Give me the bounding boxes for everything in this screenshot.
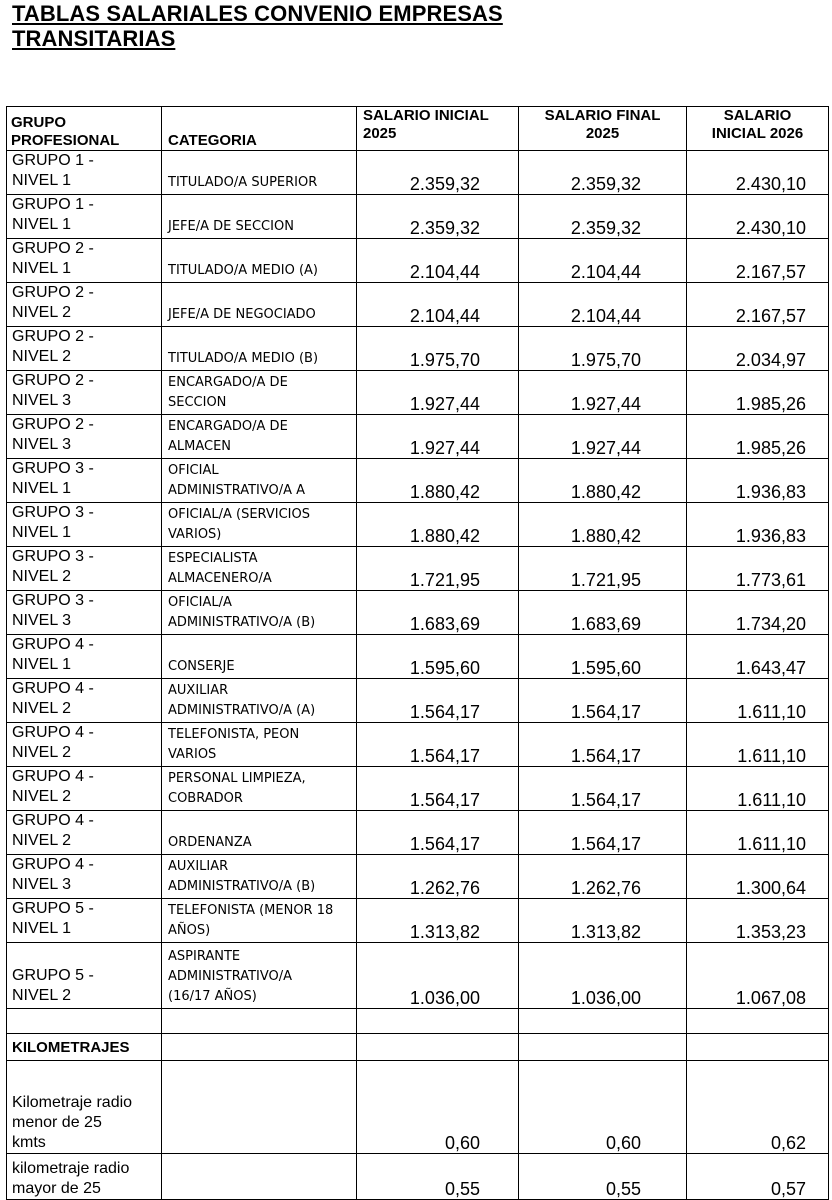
table-row <box>7 591 829 635</box>
categoria-cell: ASPIRANTE ADMINISTRATIVO/A (16/17 AÑOS) <box>162 943 357 1009</box>
title-line-2: TRANSITARIAS <box>12 26 176 51</box>
km-salario-inicial-2025: 0,55 <box>357 1154 519 1200</box>
categoria-cell: JEFE/A DE NEGOCIADO <box>162 283 357 327</box>
salario-final-2025-cell: 1.564,17 <box>519 679 687 723</box>
grupo-cell: GRUPO 3 - NIVEL 3 <box>7 591 162 635</box>
categoria-cell: AUXILIAR ADMINISTRATIVO/A (A) <box>162 679 357 723</box>
table-row <box>7 239 829 283</box>
grupo-cell: GRUPO 5 - NIVEL 1 <box>7 899 162 943</box>
salario-inicial-2025-cell: 2.104,44 <box>357 283 519 327</box>
salario-inicial-2026-cell: 1.067,08 <box>687 943 829 1009</box>
salario-inicial-2026-cell: 2.034,97 <box>687 327 829 371</box>
grupo-cell: GRUPO 5 - NIVEL 2 <box>7 943 162 1009</box>
table-row <box>7 327 829 371</box>
salario-final-2025-cell: 1.036,00 <box>519 943 687 1009</box>
categoria-cell: TELEFONISTA, PEON VARIOS <box>162 723 357 767</box>
table-row <box>7 371 829 415</box>
salario-final-2025-cell: 1.313,82 <box>519 899 687 943</box>
table-row <box>7 899 829 943</box>
grupo-cell: GRUPO 2 - NIVEL 3 <box>7 371 162 415</box>
salario-inicial-2025-cell: 1.595,60 <box>357 635 519 679</box>
categoria-cell: AUXILIAR ADMINISTRATIVO/A (B) <box>162 855 357 899</box>
salario-inicial-2025-cell: 1.975,70 <box>357 327 519 371</box>
salario-inicial-2025-cell: 1.721,95 <box>357 547 519 591</box>
table-row <box>7 415 829 459</box>
salario-inicial-2025-cell: 1.927,44 <box>357 371 519 415</box>
grupo-cell: GRUPO 3 - NIVEL 1 <box>7 459 162 503</box>
salario-final-2025-cell: 1.564,17 <box>519 767 687 811</box>
categoria-cell: TITULADO/A SUPERIOR <box>162 151 357 195</box>
table-row <box>7 503 829 547</box>
salario-final-2025-cell: 2.359,32 <box>519 195 687 239</box>
salario-final-2025-cell: 1.564,17 <box>519 811 687 855</box>
table-row <box>7 723 829 767</box>
categoria-cell: TITULADO/A MEDIO (B) <box>162 327 357 371</box>
salario-final-2025-cell: 2.359,32 <box>519 151 687 195</box>
categoria-cell: OFICIAL/A ADMINISTRATIVO/A (B) <box>162 591 357 635</box>
categoria-cell: CONSERJE <box>162 635 357 679</box>
salario-final-2025-cell: 1.927,44 <box>519 415 687 459</box>
salario-inicial-2026-cell: 1.611,10 <box>687 767 829 811</box>
table-row <box>7 195 829 239</box>
kilometrajes-header-row <box>7 1034 829 1061</box>
km-salario-inicial-2025: 0,60 <box>357 1061 519 1154</box>
title-line-1: TABLAS SALARIALES CONVENIO EMPRESAS <box>12 1 503 26</box>
categoria-cell: ENCARGADO/A DE SECCION <box>162 371 357 415</box>
salario-inicial-2025-cell: 2.359,32 <box>357 151 519 195</box>
salario-inicial-2025-cell: 1.262,76 <box>357 855 519 899</box>
km-row <box>7 1061 829 1154</box>
salario-inicial-2025-cell: 1.880,42 <box>357 503 519 547</box>
salario-final-2025-cell: 1.880,42 <box>519 459 687 503</box>
grupo-cell: GRUPO 4 - NIVEL 3 <box>7 855 162 899</box>
categoria-cell: JEFE/A DE SECCION <box>162 195 357 239</box>
categoria-cell: TELEFONISTA (MENOR 18 AÑOS) <box>162 899 357 943</box>
km-label-cell: Kilometraje radio menor de 25 kmts <box>7 1061 162 1154</box>
categoria-cell: ORDENANZA <box>162 811 357 855</box>
salario-inicial-2026-cell: 1.611,10 <box>687 811 829 855</box>
categoria-cell: PERSONAL LIMPIEZA, COBRADOR <box>162 767 357 811</box>
salario-inicial-2025-cell: 1.564,17 <box>357 723 519 767</box>
salario-inicial-2026-cell: 2.430,10 <box>687 151 829 195</box>
salario-inicial-2026-cell: 2.167,57 <box>687 283 829 327</box>
salario-inicial-2026-cell: 2.430,10 <box>687 195 829 239</box>
salario-inicial-2026-cell: 1.353,23 <box>687 899 829 943</box>
categoria-cell: OFICIAL ADMINISTRATIVO/A A <box>162 459 357 503</box>
salario-inicial-2026-cell: 1.643,47 <box>687 635 829 679</box>
salario-inicial-2026-cell: 1.611,10 <box>687 679 829 723</box>
salario-final-2025-cell: 1.683,69 <box>519 591 687 635</box>
table-row <box>7 151 829 195</box>
header-salario-inicial-2025: SALARIO INICIAL 2025 <box>357 107 519 151</box>
header-grupo: GRUPO PROFESIONAL <box>7 107 162 151</box>
grupo-cell: GRUPO 4 - NIVEL 1 <box>7 635 162 679</box>
salario-final-2025-cell: 1.721,95 <box>519 547 687 591</box>
salario-inicial-2026-cell: 1.611,10 <box>687 723 829 767</box>
table-row <box>7 547 829 591</box>
header-row <box>7 107 829 151</box>
salario-inicial-2025-cell: 1.683,69 <box>357 591 519 635</box>
salario-inicial-2026-cell: 1.734,20 <box>687 591 829 635</box>
grupo-cell: GRUPO 1 - NIVEL 1 <box>7 151 162 195</box>
km-salario-inicial-2026: 0,57 <box>687 1154 829 1200</box>
salario-inicial-2025-cell: 1.564,17 <box>357 811 519 855</box>
grupo-cell: GRUPO 4 - NIVEL 2 <box>7 723 162 767</box>
salario-final-2025-cell: 1.880,42 <box>519 503 687 547</box>
salario-inicial-2025-cell: 1.564,17 <box>357 679 519 723</box>
table-row <box>7 635 829 679</box>
km-row <box>7 1154 829 1200</box>
grupo-cell: GRUPO 4 - NIVEL 2 <box>7 811 162 855</box>
salario-inicial-2025-cell: 2.104,44 <box>357 239 519 283</box>
km-salario-final-2025: 0,55 <box>519 1154 687 1200</box>
grupo-cell: GRUPO 3 - NIVEL 2 <box>7 547 162 591</box>
table-row <box>7 811 829 855</box>
categoria-cell: OFICIAL/A (SERVICIOS VARIOS) <box>162 503 357 547</box>
categoria-cell: ENCARGADO/A DE ALMACEN <box>162 415 357 459</box>
salario-final-2025-cell: 2.104,44 <box>519 239 687 283</box>
km-salario-final-2025: 0,60 <box>519 1061 687 1154</box>
grupo-cell: GRUPO 2 - NIVEL 3 <box>7 415 162 459</box>
salario-inicial-2025-cell: 2.359,32 <box>357 195 519 239</box>
header-salario-inicial-2026: SALARIO INICIAL 2026 <box>687 107 829 151</box>
salario-inicial-2026-cell: 1.936,83 <box>687 503 829 547</box>
salario-inicial-2026-cell: 1.985,26 <box>687 415 829 459</box>
salario-inicial-2026-cell: 1.773,61 <box>687 547 829 591</box>
page-title <box>12 1 503 51</box>
blank-row <box>7 1009 829 1034</box>
table-row <box>7 767 829 811</box>
table-row <box>7 459 829 503</box>
salario-final-2025-cell: 1.564,17 <box>519 723 687 767</box>
table-row <box>7 855 829 899</box>
salario-inicial-2026-cell: 2.167,57 <box>687 239 829 283</box>
grupo-cell: GRUPO 1 - NIVEL 1 <box>7 195 162 239</box>
grupo-cell: GRUPO 4 - NIVEL 2 <box>7 767 162 811</box>
table-row <box>7 283 829 327</box>
salario-final-2025-cell: 1.975,70 <box>519 327 687 371</box>
grupo-cell: GRUPO 2 - NIVEL 1 <box>7 239 162 283</box>
grupo-cell: GRUPO 2 - NIVEL 2 <box>7 283 162 327</box>
grupo-cell: GRUPO 2 - NIVEL 2 <box>7 327 162 371</box>
salario-inicial-2025-cell: 1.564,17 <box>357 767 519 811</box>
kilometrajes-label: KILOMETRAJES <box>7 1034 162 1061</box>
header-categoria: CATEGORIA <box>162 107 357 151</box>
salario-final-2025-cell: 1.927,44 <box>519 371 687 415</box>
grupo-cell: GRUPO 3 - NIVEL 1 <box>7 503 162 547</box>
salario-inicial-2025-cell: 1.036,00 <box>357 943 519 1009</box>
table-row <box>7 679 829 723</box>
table-row <box>7 943 829 1009</box>
salario-inicial-2026-cell: 1.936,83 <box>687 459 829 503</box>
salario-inicial-2026-cell: 1.300,64 <box>687 855 829 899</box>
km-salario-inicial-2026: 0,62 <box>687 1061 829 1154</box>
salario-inicial-2026-cell: 1.985,26 <box>687 371 829 415</box>
km-label-cell: kilometraje radio mayor de 25 <box>7 1154 162 1200</box>
salario-inicial-2025-cell: 1.927,44 <box>357 415 519 459</box>
categoria-cell: TITULADO/A MEDIO (A) <box>162 239 357 283</box>
salary-table <box>6 106 829 1200</box>
salario-final-2025-cell: 1.595,60 <box>519 635 687 679</box>
categoria-cell: ESPECIALISTA ALMACENERO/A <box>162 547 357 591</box>
grupo-cell: GRUPO 4 - NIVEL 2 <box>7 679 162 723</box>
salario-final-2025-cell: 2.104,44 <box>519 283 687 327</box>
salario-final-2025-cell: 1.262,76 <box>519 855 687 899</box>
header-salario-final-2025: SALARIO FINAL 2025 <box>519 107 687 151</box>
salario-inicial-2025-cell: 1.880,42 <box>357 459 519 503</box>
salario-inicial-2025-cell: 1.313,82 <box>357 899 519 943</box>
